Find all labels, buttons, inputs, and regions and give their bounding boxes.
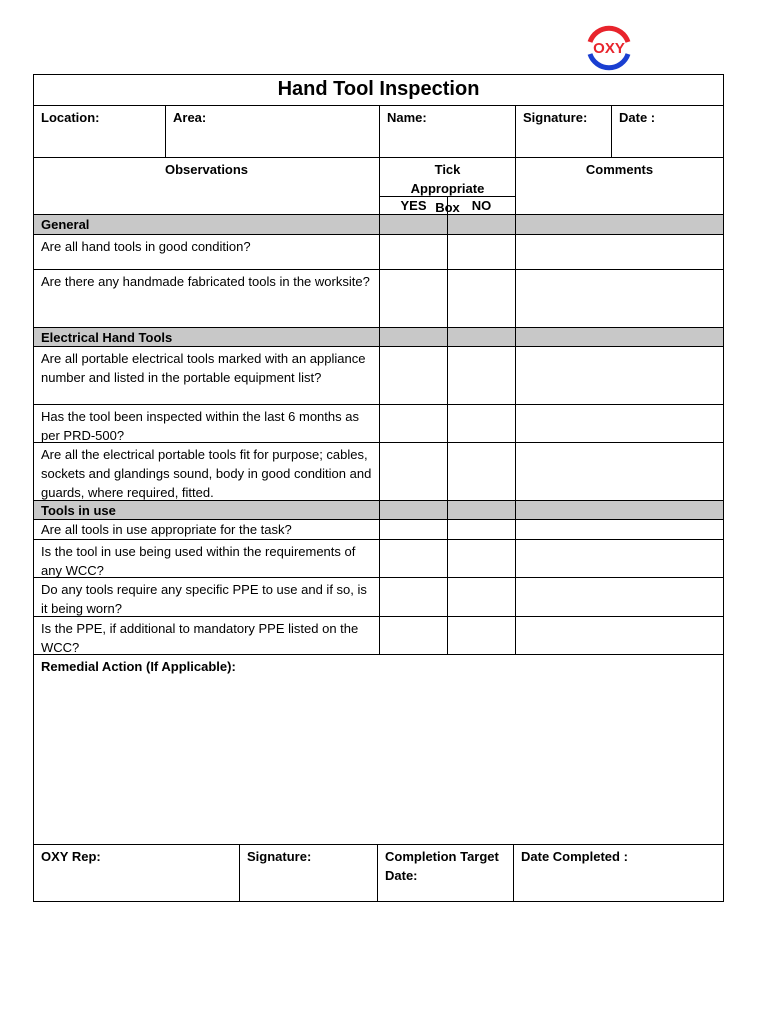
section-shade <box>448 215 516 235</box>
section-shade <box>516 501 723 520</box>
yes-checkbox[interactable] <box>380 578 448 617</box>
yes-checkbox[interactable] <box>380 617 448 655</box>
no-checkbox[interactable] <box>448 270 516 328</box>
completion-target-date-field[interactable]: Completion Target Date: <box>378 845 514 901</box>
section-shade <box>448 328 516 347</box>
oxy-logo <box>585 23 633 73</box>
question-wcc-requirements: Is the tool in use being used within the requirements of any WCC? <box>34 540 380 578</box>
page-title: Hand Tool Inspection <box>34 75 723 106</box>
tick-box-header: Tick Appropriate Box <box>380 158 516 197</box>
section-shade <box>380 328 448 347</box>
section-shade <box>516 328 723 347</box>
section-shade <box>380 501 448 520</box>
section-shade <box>516 215 723 235</box>
remedial-action-field[interactable]: Remedial Action (If Applicable): <box>34 655 723 845</box>
yes-checkbox[interactable] <box>380 540 448 578</box>
yes-header: YES <box>380 197 448 215</box>
question-inspected-6-months: Has the tool been inspected within the last 6 months as per PRD-500? <box>34 405 380 443</box>
area-field[interactable]: Area: <box>166 106 380 158</box>
no-checkbox[interactable] <box>448 540 516 578</box>
inspection-form <box>33 74 724 902</box>
question-specific-ppe: Do any tools require any specific PPE to use and if so, is it being worn? <box>34 578 380 617</box>
date-field[interactable]: Date : <box>612 106 723 158</box>
yes-checkbox[interactable] <box>380 520 448 540</box>
comment-field[interactable] <box>516 235 723 270</box>
question-tools-condition: Are all hand tools in good condition? <box>34 235 380 270</box>
yes-checkbox[interactable] <box>380 405 448 443</box>
yes-checkbox[interactable] <box>380 270 448 328</box>
section-heading-tools-in-use: Tools in use <box>34 501 380 520</box>
question-additional-ppe: Is the PPE, if additional to mandatory PPE listed on the WCC? <box>34 617 380 655</box>
yes-checkbox[interactable] <box>380 235 448 270</box>
comment-field[interactable] <box>516 520 723 540</box>
comment-field[interactable] <box>516 540 723 578</box>
question-handmade-tools: Are there any handmade fabricated tools in the worksite? <box>34 270 380 328</box>
section-heading-electrical: Electrical Hand Tools <box>34 328 380 347</box>
question-fit-for-purpose: Are all the electrical portable tools fit for purpose; cables, sockets and glandings sound, body in good condition and guards, where required, fitted. <box>34 443 380 501</box>
signature-field[interactable]: Signature: <box>516 106 612 158</box>
comments-header: Comments <box>516 158 723 215</box>
comment-field[interactable] <box>516 405 723 443</box>
comment-field[interactable] <box>516 578 723 617</box>
section-shade <box>380 215 448 235</box>
comment-field[interactable] <box>516 270 723 328</box>
logo-text: OXY <box>593 40 625 57</box>
question-appliance-number: Are all portable electrical tools marked with an appliance number and listed in the portable equipment list? <box>34 347 380 405</box>
no-checkbox[interactable] <box>448 235 516 270</box>
observations-header: Observations <box>34 158 380 215</box>
no-checkbox[interactable] <box>448 347 516 405</box>
comment-field[interactable] <box>516 617 723 655</box>
section-shade <box>448 501 516 520</box>
no-checkbox[interactable] <box>448 520 516 540</box>
section-heading-general: General <box>34 215 380 235</box>
no-checkbox[interactable] <box>448 578 516 617</box>
no-checkbox[interactable] <box>448 617 516 655</box>
date-completed-field[interactable]: Date Completed : <box>521 849 628 864</box>
no-header: NO <box>448 197 516 215</box>
comment-field[interactable] <box>516 347 723 405</box>
location-field[interactable]: Location: <box>34 106 166 158</box>
no-checkbox[interactable] <box>448 443 516 501</box>
yes-checkbox[interactable] <box>380 443 448 501</box>
oxy-rep-field[interactable]: OXY Rep: <box>34 845 240 901</box>
no-checkbox[interactable] <box>448 405 516 443</box>
footer-signature-field[interactable]: Signature: <box>240 845 378 901</box>
comment-field[interactable] <box>516 443 723 501</box>
question-appropriate-for-task: Are all tools in use appropriate for the task? <box>34 520 380 540</box>
yes-checkbox[interactable] <box>380 347 448 405</box>
name-field[interactable]: Name: <box>380 106 516 158</box>
